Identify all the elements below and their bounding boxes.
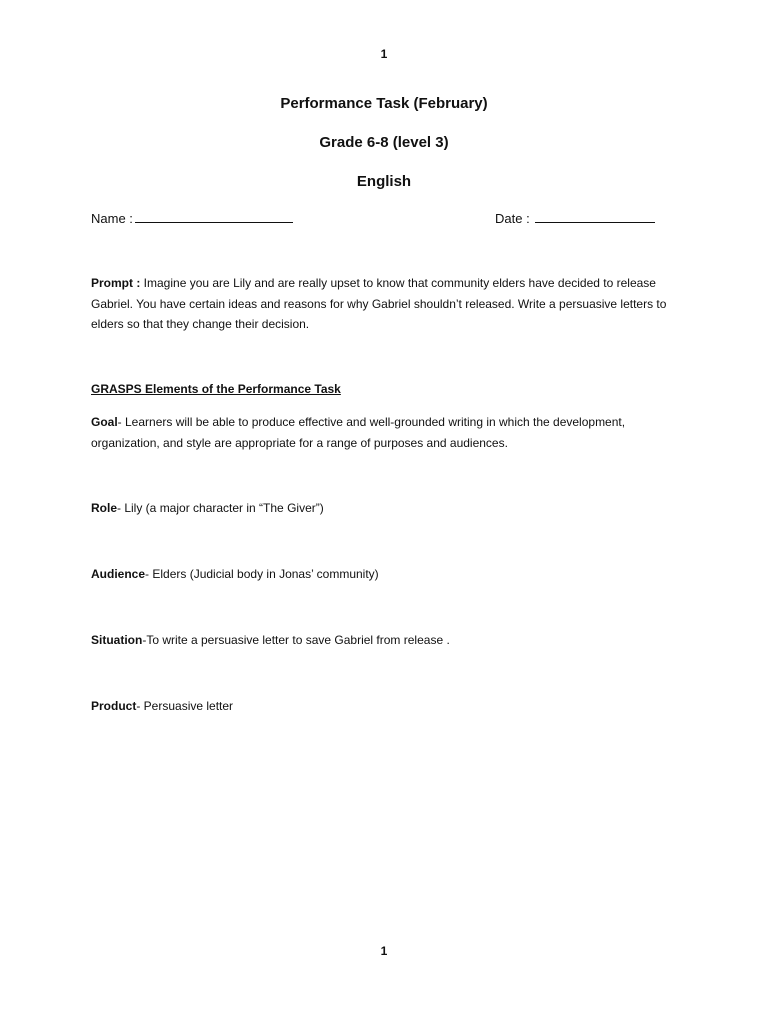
role-label: Role [91,501,118,515]
goal-label: Goal [91,415,118,429]
page-number-bottom: 1 [380,944,388,958]
name-label: Name : [91,211,133,226]
prompt-paragraph [91,273,681,335]
date-label: Date : [495,211,530,226]
subject-title: English [356,173,412,190]
grasps-heading: GRASPS Elements of the Performance Task [91,382,341,396]
goal-text: - Learners will be able to produce effective and well-grounded writing in which the development, organization, and style are appropriate for a range of purposes and audiences. [91,415,626,450]
situation-label: Situation [91,633,143,647]
page-number-top: 1 [380,47,388,61]
role-paragraph [91,498,681,519]
name-blank-line[interactable] [135,210,293,223]
situation-paragraph [91,630,681,651]
product-paragraph [91,696,681,717]
grade-level-title: Grade 6-8 (level 3) [319,134,449,151]
goal-paragraph [91,412,681,453]
prompt-text: Imagine you are Lily and are really upset to know that community elders have decided to release Gabriel. You have certain ideas and reasons for why Gabriel shouldn’t released. Write a persuasive letters to elders so that they change their decision. [91,276,667,331]
audience-paragraph [91,564,681,585]
date-field [495,210,655,226]
document-title: Performance Task (February) [280,95,488,112]
product-label: Product [91,699,137,713]
product-text: - Persuasive letter [136,699,234,713]
name-field [91,210,293,226]
audience-text: - Elders (Judicial body in Jonas’ community) [145,567,379,581]
role-text: - Lily (a major character in “The Giver”) [117,501,324,515]
prompt-label: Prompt : [91,276,141,290]
date-blank-line[interactable] [535,210,655,223]
audience-label: Audience [91,567,146,581]
situation-text: -To write a persuasive letter to save Gabriel from release . [142,633,450,647]
